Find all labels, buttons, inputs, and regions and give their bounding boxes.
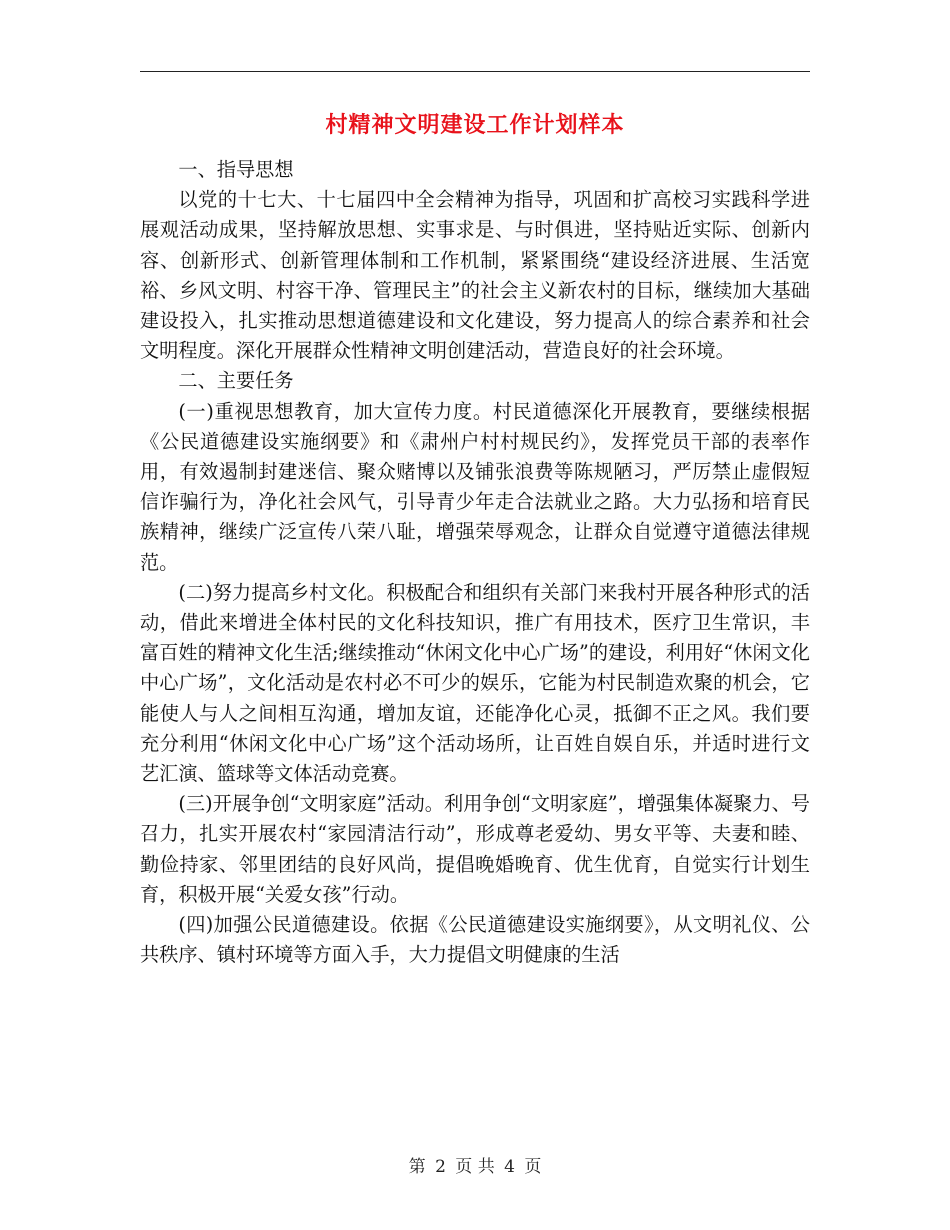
header-rule xyxy=(140,71,810,72)
footer-middle: 页 共 xyxy=(455,1157,495,1177)
current-page-number: 2 xyxy=(435,1157,446,1177)
paragraph: (四)加强公民道德建设。依据《公民道德建设实施纲要》，从文明礼仪、公共秩序、镇村环境等方面入手，大力提倡文明健康的生活 xyxy=(140,913,810,967)
paragraph: (三)开展争创“文明家庭”活动。利用争创“文明家庭”，增强集体凝聚力、号召力，扎实开展农村“家园清洁行动”，形成尊老爱幼、男女平等、夫妻和睦、勤俭持家、邻里团结的良好风尚，提倡晚婚晚育、优生优育，自觉实行计划生育，积极开展“关爱女孩”行动。 xyxy=(140,792,810,906)
paragraph: (二)努力提高乡村文化。积极配合和组织有关部门来我村开展各种形式的活动，借此来增进全体村民的文化科技知识，推广有用技术，医疗卫生常识，丰富百姓的精神文化生活;继续推动“休闲文化中心广场”的建设，利用好“休闲文化中心广场”，文化活动是农村必不可少的娱乐，它能为村民制造欢聚的机会，它能使人与人之间相互沟通，增加友谊，还能净化心灵，抵御不正之风。我们要充分利用“休闲文化中心广场”这个活动场所，让百姓自娱自乐，并适时进行文艺汇演、篮球等文体活动竞赛。 xyxy=(140,580,810,786)
footer-suffix: 页 xyxy=(524,1157,542,1177)
footer-prefix: 第 xyxy=(408,1157,426,1177)
paragraph: 以党的十七大、十七届四中全会精神为指导，巩固和扩高校习实践科学进展观活动成果，坚持解放思想、实事求是、与时俱进，坚持贴近实际、创新内容、创新形式、创新管理体制和工作机制，紧紧围绕“建设经济进展、生活宽裕、乡风文明、村容干净、管理民主”的社会主义新农村的目标，继续加大基础建设投入，扎实推动思想道德建设和文化建设，努力提高人的综合素养和社会文明程度。深化开展群众性精神文明创建活动，营造良好的社会环境。 xyxy=(140,188,810,363)
document-title: 村精神文明建设工作计划样本 xyxy=(325,113,625,138)
document-body xyxy=(140,155,810,970)
page-footer xyxy=(0,1152,950,1177)
total-page-count: 4 xyxy=(504,1157,515,1177)
paragraph: (一)重视思想教育，加大宣传力度。村民道德深化开展教育，要继续根据《公民道德建设实施纲要》和《肃州户村村规民约》，发挥党员干部的表率作用，有效遏制封建迷信、聚众赌博以及铺张浪费等陈规陋习，严厉禁止虚假短信诈骗行为，净化社会风气，引导青少年走合法就业之路。大力弘扬和培育民族精神，继续广泛宣传八荣八耻，增强荣辱观念，让群众自觉遵守道德法律规范。 xyxy=(140,399,810,574)
section-heading: 二、主要任务 xyxy=(178,369,294,393)
section-heading: 一、指导思想 xyxy=(178,158,294,181)
